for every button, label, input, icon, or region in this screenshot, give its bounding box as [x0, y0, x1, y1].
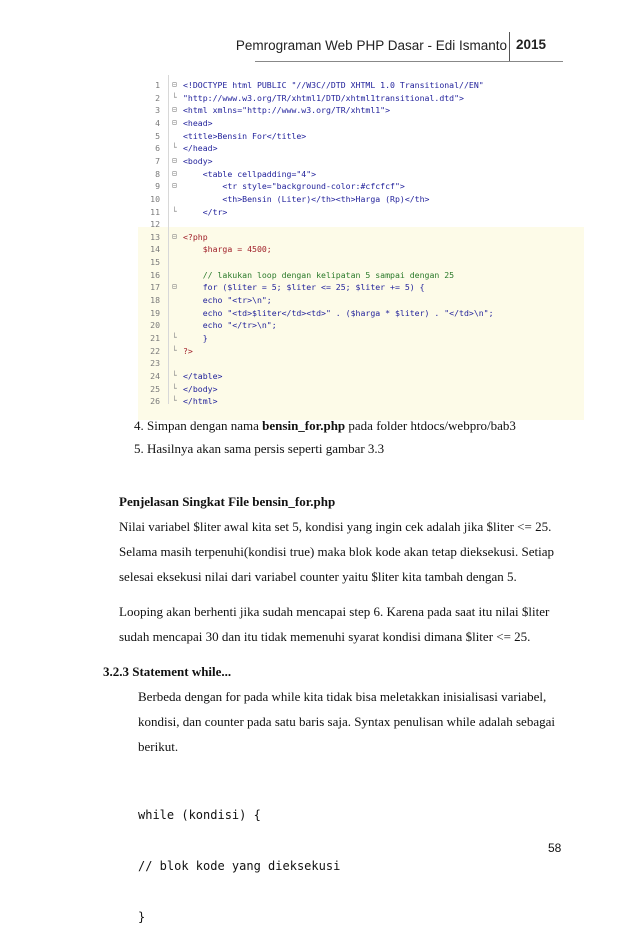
fold-marker-icon: ⊟ [172, 231, 177, 241]
code-text: // lakukan loop dengan kelipatan 5 sampai dengan 25 [183, 269, 455, 280]
code-line [138, 231, 584, 244]
step-4-filename: bensin_for.php [262, 418, 346, 433]
step-5 [134, 441, 384, 457]
header-year: 2015 [516, 37, 547, 52]
code-text: } [183, 333, 208, 343]
paragraph-line: selesai eksekusi nilai dari variabel counter yaitu $liter kita tambah dengan 5. [119, 569, 517, 584]
paragraph-1 [119, 514, 563, 589]
line-number: 6 [155, 143, 160, 154]
line-number: 20 [150, 320, 160, 331]
code-line [138, 117, 584, 130]
code-line [138, 193, 584, 206]
paragraph-line: Berbeda dengan for pada while kita tidak bisa meletakkan inisialisasi variabel, [138, 689, 547, 704]
code-text: <th>Bensin (Liter)</th><th>Harga (Rp)</th> [183, 193, 430, 204]
code-line [138, 92, 584, 105]
code-line [138, 256, 584, 269]
code-line [138, 142, 584, 155]
line-number: 9 [155, 181, 160, 192]
fold-marker-icon: ⊟ [172, 168, 177, 178]
code-line [138, 243, 584, 256]
fold-marker-icon: └ [172, 206, 177, 216]
explain-heading: Penjelasan Singkat File bensin_for.php [119, 494, 336, 509]
code-text: <body> [183, 155, 213, 166]
line-number: 24 [150, 370, 160, 381]
code-text: </table> [183, 370, 223, 381]
line-number: 2 [155, 92, 160, 103]
fold-marker-icon: ⊟ [172, 105, 177, 115]
code-text: <tr style="background-color:#cfcfcf"> [183, 181, 405, 192]
code-text: </body> [183, 383, 218, 394]
line-number: 19 [150, 307, 160, 318]
code-line [138, 104, 584, 117]
line-number: 12 [150, 219, 160, 230]
code-line [138, 294, 584, 307]
code-line [138, 319, 584, 332]
code-line [138, 130, 584, 143]
fold-marker-icon: └ [172, 383, 177, 393]
paragraph-2 [119, 599, 563, 649]
paragraph-line: Selama masih terpenuhi(kondisi true) maka blok kode akan tetap dieksekusi. Setiap [119, 544, 555, 559]
paragraph-line: kondisi, dan counter pada satu baris saja. Syntax penulisan while adalah sebagai [138, 714, 555, 729]
line-number: 22 [150, 345, 160, 356]
line-number: 13 [150, 231, 160, 242]
fold-marker-icon: └ [172, 92, 177, 102]
code-text: echo "<td>$liter</td><td>" . ($harga * $liter) . "</td>\n"; [183, 307, 494, 318]
header-rule [255, 61, 563, 62]
paragraph-line: Nilai variabel $liter awal kita set 5, kondisi yang ingin cek adalah jika $liter <= 25. [119, 519, 552, 534]
syntax-line: while (kondisi) { [138, 808, 261, 822]
line-number: 16 [150, 269, 160, 280]
line-number: 15 [150, 257, 160, 268]
line-number: 4 [155, 117, 160, 128]
code-text: </tr> [183, 206, 228, 217]
code-text: echo "<tr>\n"; [183, 295, 272, 306]
code-text: for ($liter = 5; $liter <= 25; $liter += 5) { [183, 282, 425, 293]
line-number: 10 [150, 193, 160, 204]
line-number: 7 [155, 155, 160, 166]
code-line [138, 383, 584, 396]
code-line [138, 281, 584, 294]
syntax-line: // blok kode yang dieksekusi [138, 859, 341, 873]
line-number: 21 [150, 333, 160, 343]
step-4-rest: pada folder htdocs/webpro/bab3 [345, 418, 516, 433]
line-number: 14 [150, 244, 160, 255]
code-line [138, 218, 584, 231]
code-screenshot [138, 75, 584, 407]
paragraph-line: sudah mencapai 30 dan itu tidak memenuhi syarat kondisi dimana $liter <= 25. [119, 629, 531, 644]
line-number: 25 [150, 383, 160, 394]
code-text: <html xmlns="http://www.w3.org/TR/xhtml1"> [183, 105, 391, 116]
fold-marker-icon: ⊟ [172, 282, 177, 292]
line-number: 17 [150, 282, 160, 293]
fold-marker-icon: └ [172, 333, 177, 342]
code-text: <head> [183, 117, 213, 128]
code-line [138, 357, 584, 370]
code-text: <title>Bensin For</title> [183, 130, 307, 141]
paragraph-line: Looping akan berhenti jika sudah mencapai step 6. Karena pada saat itu nilai $liter [119, 604, 550, 619]
code-text: "http://www.w3.org/TR/xhtml1/DTD/xhtml1transitional.dtd"> [183, 92, 464, 103]
code-line [138, 180, 584, 193]
step-4-text: 4. Simpan dengan nama [134, 418, 263, 433]
section-title: 3.2.3 Statement while... [103, 664, 232, 679]
fold-marker-icon: ⊟ [172, 117, 177, 127]
running-header [0, 28, 638, 62]
line-number: 26 [150, 396, 160, 407]
syntax-line: } [138, 910, 146, 924]
fold-marker-icon: └ [172, 370, 177, 380]
code-text: $harga = 4500; [183, 244, 272, 255]
code-text: ?> [183, 345, 193, 356]
code-line [138, 307, 584, 320]
code-text: </head> [183, 143, 218, 154]
fold-marker-icon: ⊟ [172, 155, 177, 165]
line-number: 3 [155, 105, 160, 116]
page-number: 58 [548, 841, 562, 855]
code-text: echo "</tr>\n"; [183, 320, 277, 331]
step-4 [134, 418, 516, 434]
code-line [138, 79, 584, 92]
header-separator [509, 32, 510, 62]
code-text: <?php [183, 231, 208, 242]
paragraph-line: berikut. [138, 739, 179, 754]
header-title: Pemrograman Web PHP Dasar - Edi Ismanto [235, 38, 507, 53]
code-line [138, 395, 584, 408]
line-number: 11 [150, 206, 160, 217]
code-line [138, 269, 584, 282]
line-number: 1 [155, 80, 160, 90]
line-number: 8 [155, 168, 160, 179]
fold-marker-icon: ⊟ [172, 181, 177, 191]
step-5-text: 5. Hasilnya akan sama persis seperti gambar 3.3 [134, 441, 385, 456]
code-line [138, 332, 584, 345]
code-text: <table cellpadding="4"> [183, 168, 317, 179]
paragraph-3 [138, 684, 563, 759]
line-number: 5 [155, 130, 160, 141]
code-text: </html> [183, 396, 218, 407]
code-line [138, 155, 584, 168]
fold-marker-icon: └ [172, 396, 177, 406]
code-line [138, 345, 584, 358]
fold-marker-icon: └ [172, 345, 177, 355]
code-line [138, 370, 584, 383]
line-number: 23 [150, 358, 160, 369]
code-line [138, 206, 584, 219]
while-syntax [138, 773, 340, 943]
code-line [138, 168, 584, 181]
code-text: <!DOCTYPE html PUBLIC "//W3C//DTD XHTML 1.0 Transitional//EN" [183, 80, 484, 90]
fold-marker-icon: └ [172, 143, 177, 153]
line-number: 18 [150, 295, 160, 306]
fold-marker-icon: ⊟ [172, 80, 177, 89]
